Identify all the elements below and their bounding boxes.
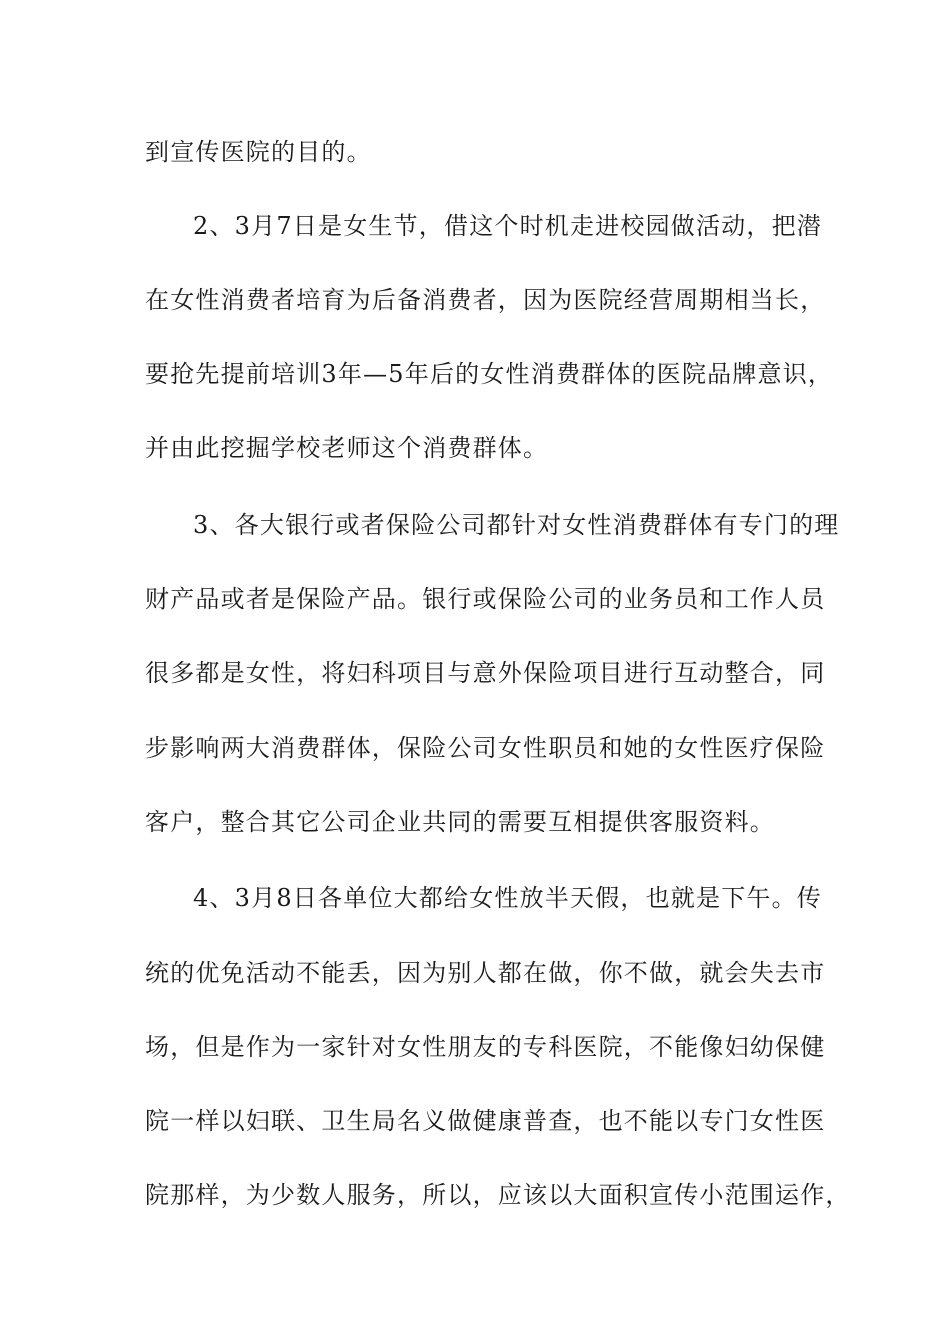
text-line: 到宣传医院的目的。 <box>145 138 372 166</box>
text-line: 在女性消费者培育为后备消费者，因为医院经营周期相当长， <box>145 286 826 314</box>
text-line: 统的优免活动不能丢，因为别人都在做，你不做，就会失去市 <box>145 959 826 987</box>
text-line: 场，但是作为一家针对女性朋友的专科医院，不能像妇幼保健 <box>145 1033 826 1061</box>
text-line: 院一样以妇联、卫生局名义做健康普查，也不能以专门女性医 <box>145 1107 826 1135</box>
paragraph-4-start: 4、3月8日各单位大都给女性放半天假，也就是下午。传 <box>193 884 823 912</box>
text-line: 要抢先提前培训3年—5年后的女性消费群体的医院品牌意识， <box>145 360 834 388</box>
paragraph-3-start: 3、各大银行或者保险公司都针对女性消费群体有专门的理 <box>193 511 840 539</box>
text-line: 院那样，为少数人服务，所以，应该以大面积宣传小范围运作， <box>145 1181 851 1209</box>
text-line: 并由此挖掘学校老师这个消费群体。 <box>145 434 549 462</box>
text-line: 步影响两大消费群体，保险公司女性职员和她的女性医疗保险 <box>145 734 826 762</box>
text-line: 财产品或者是保险产品。银行或保险公司的业务员和工作人员 <box>145 585 826 613</box>
paragraph-2-start: 2、3月7日是女生节，借这个时机走进校园做活动，把潜 <box>193 212 823 240</box>
text-line: 很多都是女性，将妇科项目与意外保险项目进行互动整合，同 <box>145 659 826 687</box>
text-line: 客户，整合其它公司企业共同的需要互相提供客服资料。 <box>145 808 775 836</box>
